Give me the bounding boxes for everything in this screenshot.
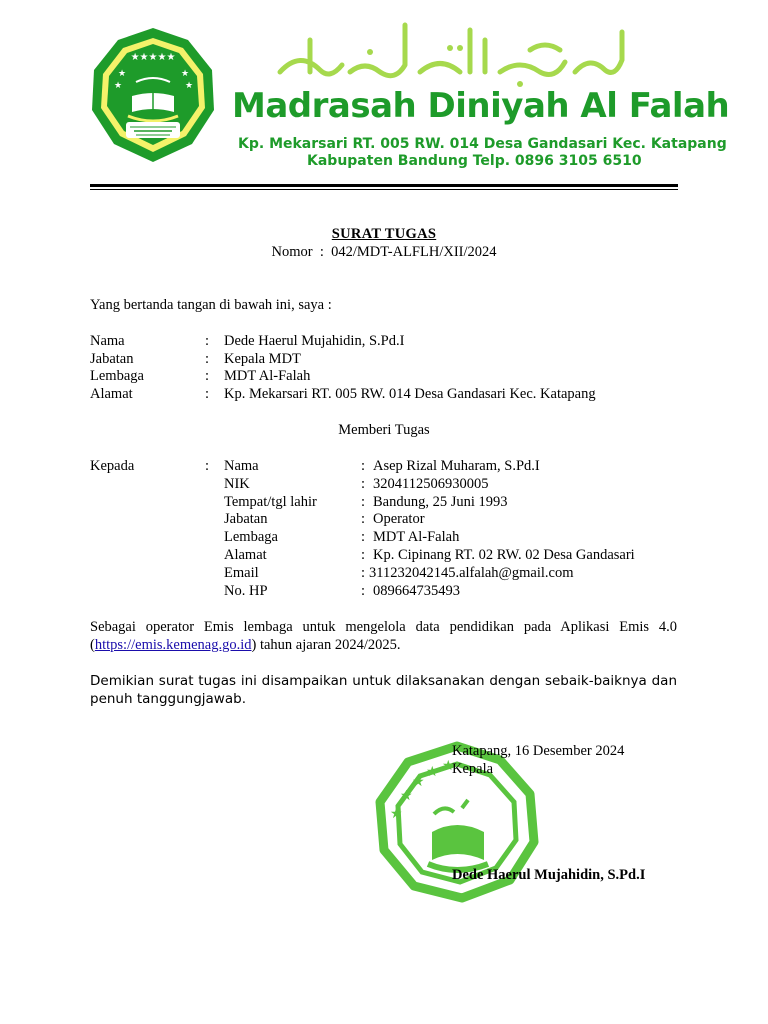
svg-text:★: ★ — [118, 69, 127, 79]
signer-value: Dede Haerul Mujahidin, S.Pd.I — [224, 333, 405, 349]
assignee-label: No. HP — [224, 583, 268, 599]
paragraph-task — [90, 618, 677, 654]
assignee-value: Bandung, 25 Juni 1993 — [373, 494, 508, 510]
assignee-label: NIK — [224, 476, 250, 492]
kepada-label: Kepada — [90, 458, 135, 474]
signature-name: Dede Haerul Mujahidin, S.Pd.I — [452, 867, 646, 883]
assignee-label: Lembaga — [224, 529, 278, 545]
assignee-label: Jabatan — [224, 511, 268, 527]
signature-role: Kepala — [452, 761, 494, 777]
signature-place-date: Katapang, 16 Desember 2024 — [452, 743, 625, 759]
assignee-value: 3204112506930005 — [373, 476, 489, 492]
header-divider-thin — [90, 189, 678, 190]
arabic-calligraphy — [270, 10, 630, 90]
paragraph-closing-line1: Demikian surat tugas ini disampaikan untuk dilaksanakan dengan sebaik-baiknya dan penuh — [90, 673, 677, 707]
assignee-colon: : — [361, 458, 366, 474]
header-divider-thick — [90, 184, 678, 187]
assignee-colon: : — [361, 511, 366, 527]
paragraph-task-rest: ) tahun ajaran 2024/2025. — [251, 637, 401, 653]
signer-colon: : — [205, 368, 210, 384]
assignee-value: MDT Al-Falah — [373, 529, 460, 545]
assignee-value: 089664735493 — [373, 583, 460, 599]
svg-text:★: ★ — [390, 806, 403, 822]
svg-text:★: ★ — [442, 758, 455, 774]
school-logo — [88, 26, 218, 166]
svg-text:★: ★ — [185, 81, 194, 91]
signer-label: Jabatan — [90, 351, 134, 367]
svg-text:★: ★ — [412, 774, 425, 790]
svg-text:★: ★ — [114, 81, 123, 91]
assignee-colon: : — [361, 565, 366, 581]
svg-text:★★★★★: ★★★★★ — [130, 52, 176, 63]
paragraph-closing-line2: tanggungjawab. — [136, 691, 246, 707]
paragraph-closing — [90, 672, 677, 708]
signer-label: Lembaga — [90, 368, 144, 384]
address-line-2: Kabupaten Bandung Telp. 0896 3105 6510 — [307, 153, 642, 169]
document-number — [0, 244, 768, 261]
emis-link[interactable]: https://emis.kemenag.go.id — [94, 637, 252, 653]
school-name: Madrasah Diniyah Al Falah — [232, 86, 730, 126]
signer-value: MDT Al-Falah — [224, 368, 311, 384]
signer-value: Kepala MDT — [224, 351, 301, 367]
intro-text: Yang bertanda tangan di bawah ini, saya : — [90, 297, 332, 313]
assignee-colon: : — [361, 583, 366, 599]
nomor-separator: : — [319, 244, 324, 260]
svg-text:★: ★ — [400, 788, 413, 804]
document-title: SURAT TUGAS — [331, 226, 437, 242]
assignee-colon: : — [361, 476, 366, 492]
signer-value: Kp. Mekarsari RT. 005 RW. 014 Desa Gandasari Kec. Katapang — [224, 386, 596, 402]
address-line-1: Kp. Mekarsari RT. 005 RW. 014 Desa Gandasari Kec. Katapang — [238, 136, 727, 152]
section-heading-memberi-tugas: Memberi Tugas — [338, 422, 430, 438]
signer-colon: : — [205, 386, 210, 402]
assignee-label: Email — [224, 565, 259, 581]
assignee-value: 311232042145.alfalah@gmail.com — [369, 565, 574, 581]
assignee-colon: : — [361, 494, 366, 510]
assignee-value: Kp. Cipinang RT. 02 RW. 02 Desa Gandasari — [373, 547, 635, 563]
paragraph-task-text: Sebagai operator Emis lembaga untuk mengelola data pendidikan pada Aplikasi Emis 4.0 — [90, 619, 677, 635]
signer-colon: : — [205, 333, 210, 349]
assignee-value: Asep Rizal Muharam, S.Pd.I — [373, 458, 540, 474]
paragraph-task-open-paren: ( — [90, 637, 95, 653]
signer-label: Alamat — [90, 386, 133, 402]
assignee-label: Alamat — [224, 547, 267, 563]
assignee-colon: : — [361, 529, 366, 545]
assignee-label: Tempat/tgl lahir — [224, 494, 317, 510]
assignee-value: Operator — [373, 511, 425, 527]
signer-colon: : — [205, 351, 210, 367]
nomor-value: 042/MDT-ALFLH/XII/2024 — [331, 244, 497, 260]
assignee-label: Nama — [224, 458, 259, 474]
nomor-label: Nomor — [271, 244, 313, 260]
signer-label: Nama — [90, 333, 125, 349]
svg-text:★: ★ — [426, 764, 439, 780]
svg-text:★: ★ — [181, 69, 190, 79]
assignee-colon: : — [361, 547, 366, 563]
kepada-colon: : — [205, 458, 210, 474]
